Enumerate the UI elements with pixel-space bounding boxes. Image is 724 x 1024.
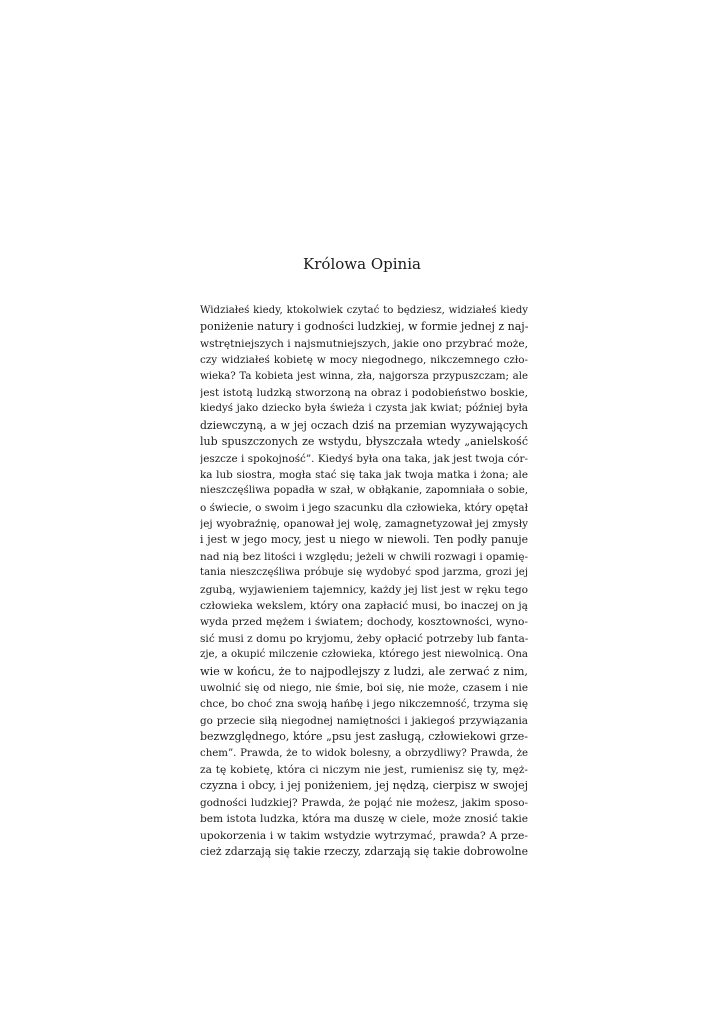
text-line: poniżenie natury i godności ludzkiej, w formie jednej z naj- [200,320,528,334]
text-line: jeszcze i spokojność”. Kiedyś była ona taka, jak jest twoja cór- [200,452,528,465]
text-line: wyda przed mężem i światem; dochody, kosztowności, wyno- [200,616,528,629]
text-line: chce, bo choć zna swoją hańbę i jego nikczemność, trzyma się [200,698,528,711]
text-line: go przecie siłą niegodnej namiętności i jakiegoś przywiązania [200,714,528,727]
text-line: Widziałeś kiedy, ktokolwiek czytać to będziesz, widziałeś kiedy [200,305,528,316]
text-line: wstrętniejszych i najsmutniejszych, jakie ono przybrać może, [200,337,528,350]
text-line: zgubą, wyjawieniem tajemnicy, każdy jej list jest w ręku tego [200,583,528,596]
text-line: uwolnić się od niego, nie śmie, boi się, nie może, czasem i nie [200,681,528,694]
text-line: upokorzenia i w takim wstydzie wytrzymać, prawda? A prze- [200,829,528,842]
text-line: jest istotą ludzką stworzoną na obraz i podobieństwo boskie, [200,386,528,399]
text-line: o świecie, o swoim i jego szacunku dla człowieka, który opętał [200,501,528,514]
chapter-title: Królowa Opinia [303,255,421,273]
text-line: dziewczyną, a w jej oczach dziś na przemian wyzywających [200,418,528,432]
text-line: lub spuszczonych ze wstydu, błyszczała wtedy „anielskość [200,435,528,449]
text-line: bem istota ludzka, która ma duszę w ciele, może znosić takie [200,813,528,826]
text-line: godności ludzkiej? Prawda, że pojąć nie możesz, jakim sposo- [200,796,528,809]
body-paragraph [200,303,528,860]
text-line: kiedyś jako dziecko była świeża i czysta jak kwiat; później była [200,403,528,415]
text-line: za tę kobietę, która ci niczym nie jest, rumienisz się ty, męż- [200,763,528,776]
text-line: cież zdarzają się takie rzeczy, zdarzają się takie dobrowolne [200,844,528,858]
text-line: nieszczęśliwa popadła w szał, w obłąkanie, zapomniała o sobie, [200,485,528,497]
text-line: czy widziałeś kobietę w mocy niegodnego, nikczemnego czło- [200,354,528,367]
text-line: wieka? Ta kobieta jest winna, zła, najgorsza przypuszczam; ale [200,370,528,382]
text-line: zje, a okupić milczenie człowieka, którego jest niewolnicą. Ona [200,649,528,661]
text-line: tania nieszczęśliwa próbuje się wydobyć spod jarzma, grozi jej [200,567,528,579]
text-line: i jest w jego mocy, jest u niego w niewoli. Ten podły panuje [200,533,528,547]
text-line: czyzna i obcy, i jej poniżeniem, jej nędzą, cierpisz w swojej [200,779,528,793]
text-line: chem”. Prawda, że to widok bolesny, a obrzydliwy? Prawda, że [200,747,528,759]
text-line: wie w końcu, że to najpodlejszy z ludzi, ale zerwać z nim, [200,664,528,678]
text-line: jej wyobraźnię, opanował jej wolę, zamagnetyzował jej zmysły [200,518,528,531]
text-line: sić musi z domu po kryjomu, żeby opłacić potrzeby lub fanta- [200,632,528,645]
text-line: ka lub siostra, mogła stać się taka jak twoja matka i żona; ale [200,468,528,481]
text-line: bezwzględnego, które „psu jest zasługą, człowiekowi grze- [200,730,528,744]
text-line: nad nią bez litości i względu; jeżeli w chwili rozwagi i opamię- [200,550,528,563]
text-line: człowieka wekslem, który ona zapłacić musi, bo inaczej on ją [200,600,528,613]
